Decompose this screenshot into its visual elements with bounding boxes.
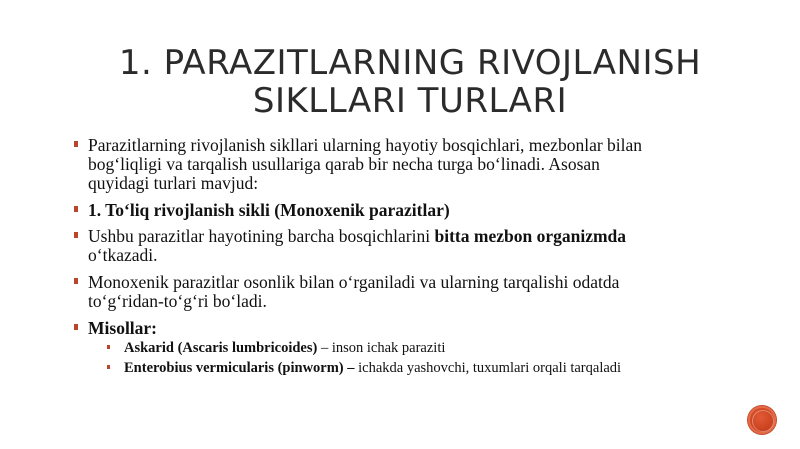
bullet-icon (74, 206, 78, 212)
examples-list (74, 339, 734, 377)
sub-bullet-icon (107, 345, 110, 349)
bullet-icon (74, 232, 78, 238)
heading-text: 1. To‘liq rivojlanish sikli (Monoxenik parazitlar) (88, 200, 450, 220)
intro-line-2: bog‘liqligi va tarqalish usullariga qarab bir necha turga bo‘linadi. Asosan (88, 154, 600, 174)
definition-end: o‘tkazadi. (88, 245, 158, 265)
example-description: ichakda yashovchi, tuxumlari orqali tarqaladi (354, 360, 622, 376)
note-line-2: to‘g‘ridan-to‘g‘ri bo‘ladi. (88, 291, 267, 311)
example-item (74, 359, 734, 377)
intro-line-1: Parazitlarning rivojlanish sikllari ularning hayotiy bosqichlari, mezbonlar bilan (88, 135, 643, 155)
intro-paragraph (74, 136, 734, 193)
definition-text: Ushbu parazitlar hayotining barcha bosqichlarini (88, 226, 435, 246)
bullet-icon (74, 141, 78, 147)
example-description: – inson ichak paraziti (317, 340, 446, 356)
intro-line-3: quyidagi turlari mavjud: (88, 173, 259, 193)
title-line-1: 1. PARAZITLARNING RIVOJLANISH (118, 43, 702, 83)
bullet-icon (74, 278, 78, 284)
examples-heading (74, 319, 734, 338)
example-name: Enterobius vermicularis (pinworm) – (124, 360, 355, 376)
slide-content (74, 136, 734, 377)
monoxenic-note (74, 273, 734, 311)
monoxenic-definition (74, 227, 734, 265)
example-name: Askarid (Ascaris lumbricoides) (124, 340, 318, 356)
definition-bold: bitta mezbon organizmda (434, 226, 627, 246)
title-line-2: SIKLLARI TURLARI (252, 81, 568, 121)
section-heading (74, 201, 734, 220)
examples-label: Misollar: (88, 318, 158, 338)
note-line-1: Monoxenik parazitlar osonlik bilan o‘rganiladi va ularning tarqalishi odatda (88, 272, 620, 292)
example-item (74, 339, 734, 357)
next-slide-button[interactable] (748, 406, 776, 434)
bullet-icon (74, 324, 78, 330)
slide-title (60, 44, 760, 120)
sub-bullet-icon (107, 365, 110, 369)
